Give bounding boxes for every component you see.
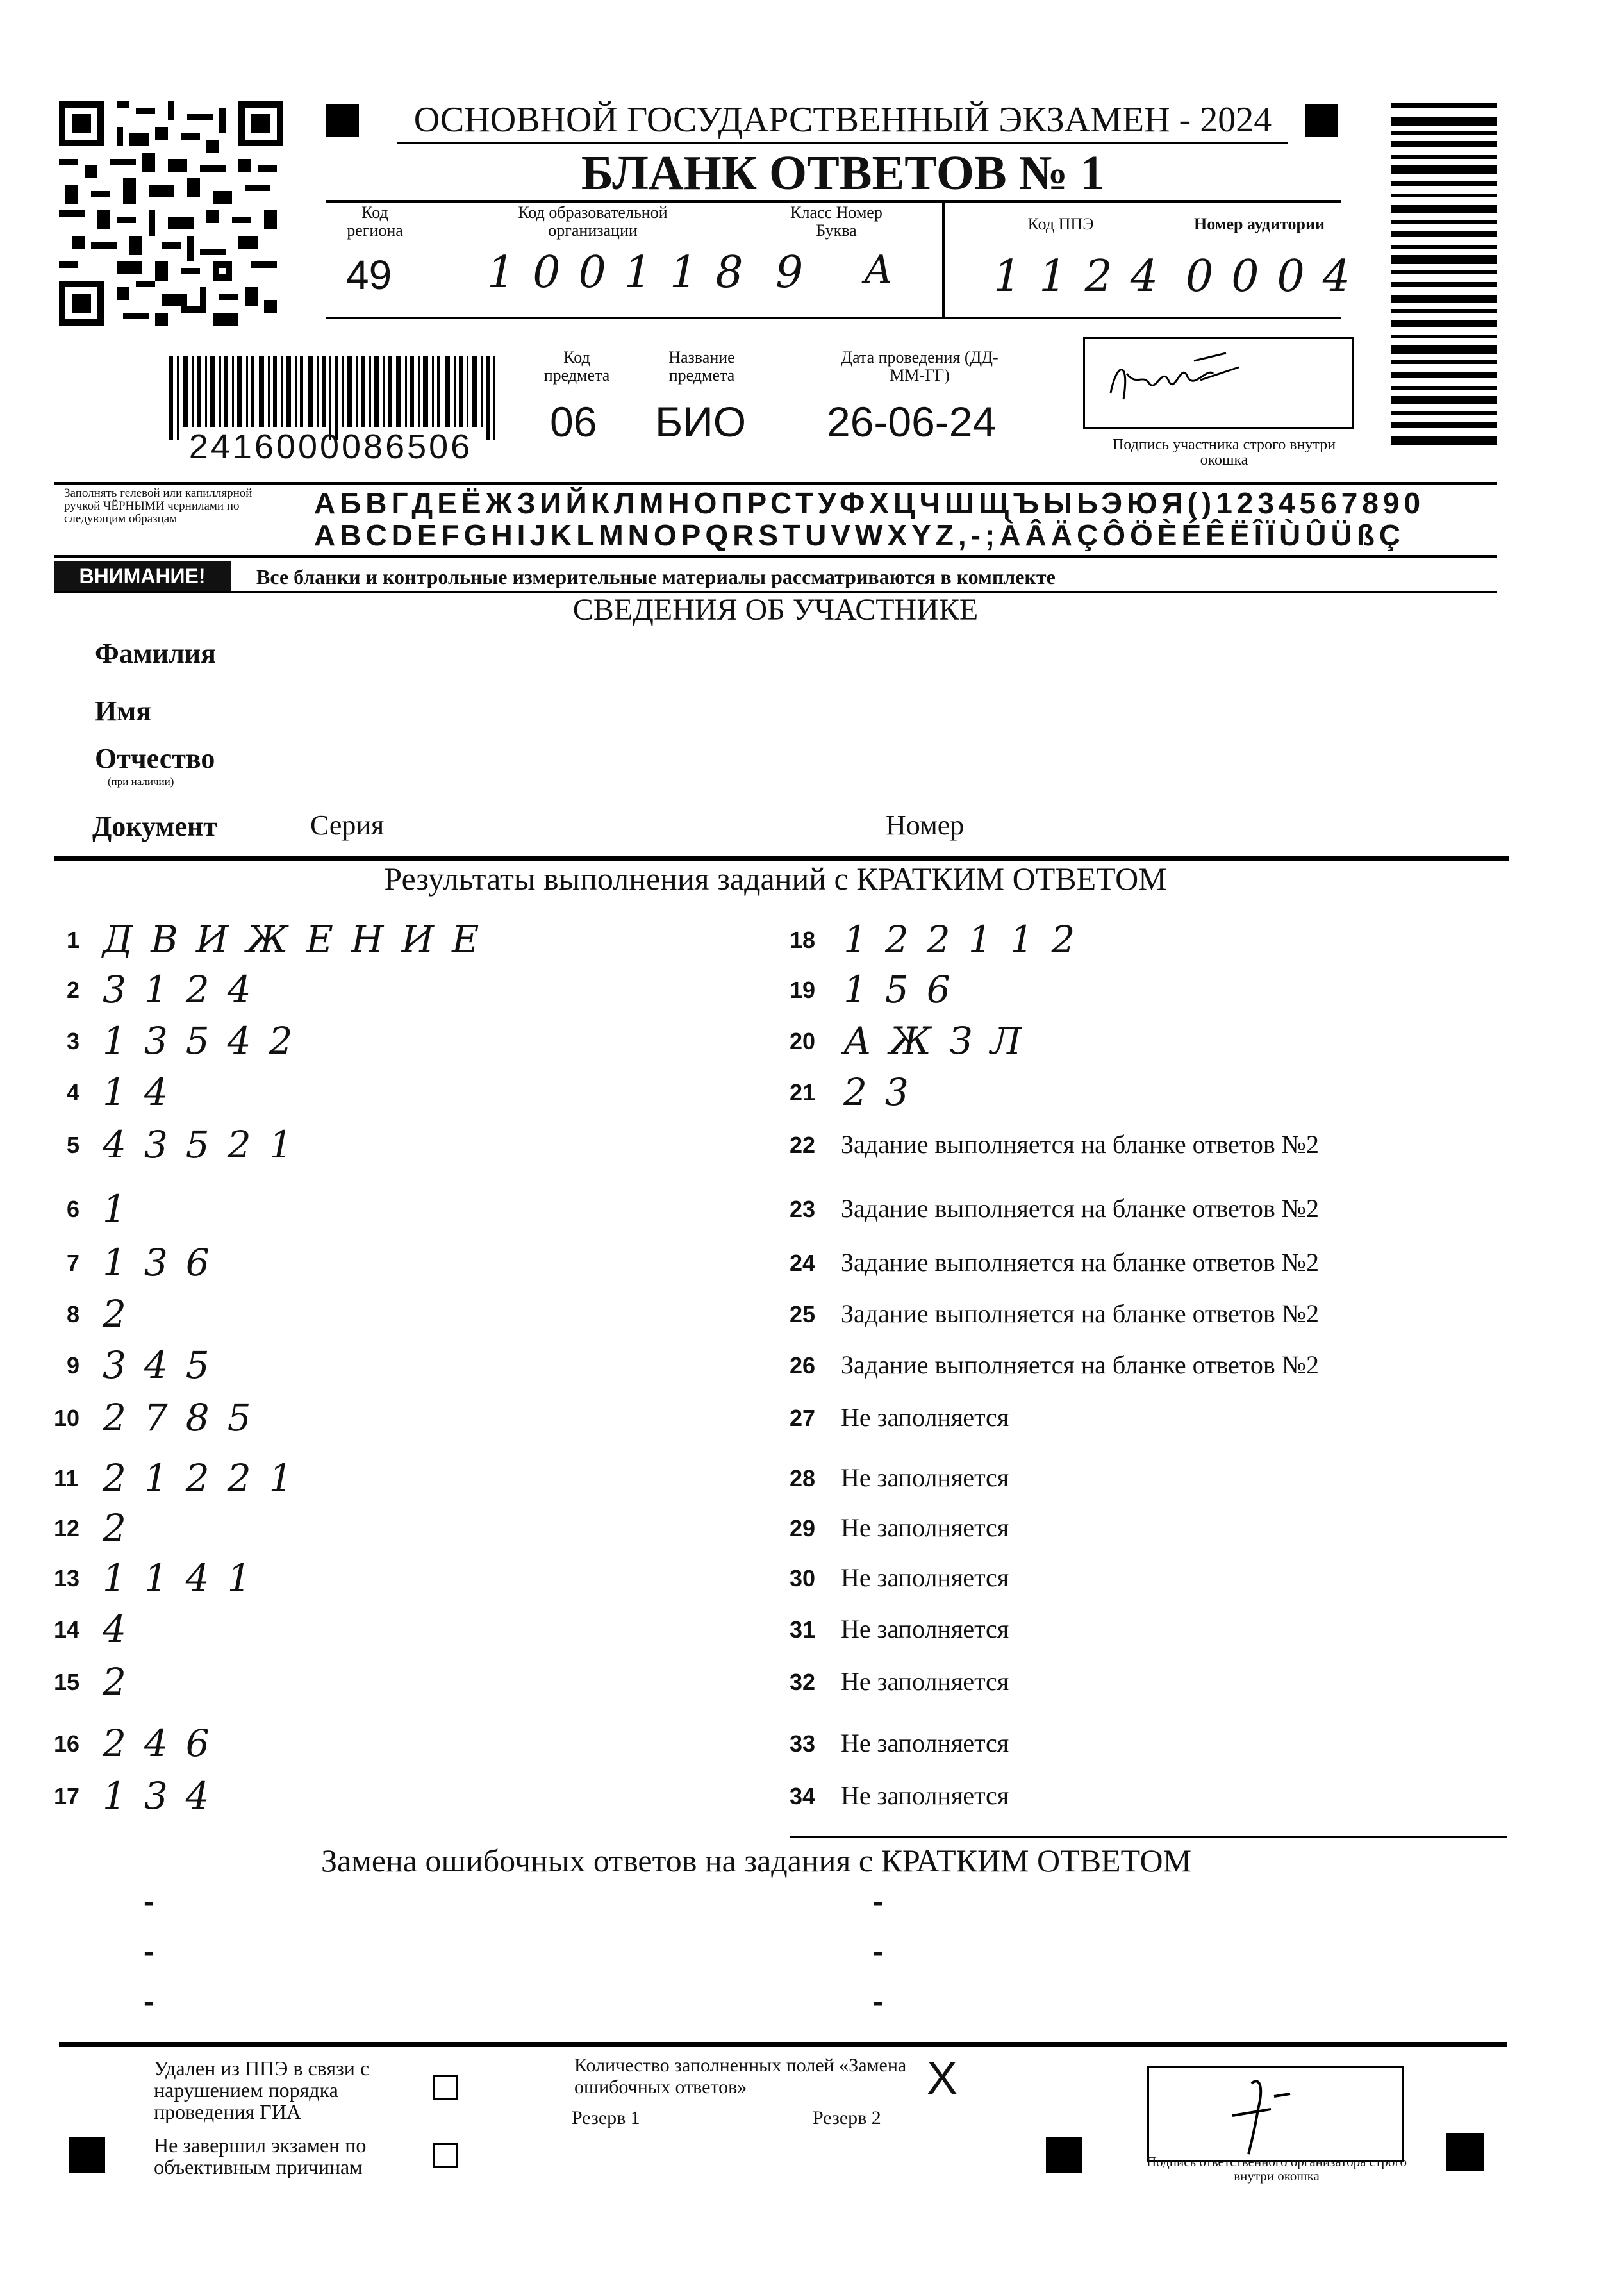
task-answer: Не заполняется	[841, 1563, 1009, 1592]
task-number: 7	[67, 1250, 80, 1276]
task-number: 20	[790, 1028, 816, 1054]
corner-marker-bottom-right	[1446, 2133, 1484, 2171]
task-answer: ДВИЖЕНИЕ	[103, 918, 497, 961]
region-value: 49	[346, 252, 392, 298]
task-answer: 156	[843, 968, 968, 1011]
participant-signature-box	[1083, 337, 1354, 429]
alphabet-bottom-line	[54, 555, 1497, 558]
task-answer: 134	[103, 1774, 228, 1818]
class-label: Класс Номер Буква	[790, 203, 882, 240]
not-finished-label: Не завершил экзамен по объективным причинам	[154, 2134, 367, 2178]
task-answer: 2	[103, 1660, 144, 1704]
alphabet-top-line	[54, 482, 1497, 485]
not-finished-checkbox[interactable]	[433, 2143, 458, 2168]
task-number: 6	[67, 1196, 80, 1222]
task-answer: 1141	[103, 1556, 269, 1600]
task-answer: 3124	[103, 968, 269, 1011]
field-divider	[942, 203, 945, 317]
replacement-count-label: Количество заполненных полей «Замена ошибочных ответов»	[574, 2055, 907, 2098]
attention-label: ВНИМАНИЕ!	[54, 561, 231, 591]
ppe-label: Код ППЭ	[1027, 215, 1094, 233]
task-answer: Не заполняется	[841, 1403, 1009, 1432]
room-value: 0004	[1186, 251, 1369, 302]
form-title: БЛАНК ОТВЕТОВ № 1	[581, 146, 1105, 200]
task-answer: Задание выполняется на бланке ответов №2	[841, 1194, 1319, 1223]
room-label: Номер аудитории	[1194, 215, 1325, 233]
task-number: 9	[67, 1352, 80, 1379]
task-number: 34	[790, 1783, 816, 1809]
task-number: 4	[67, 1079, 80, 1106]
task-number: 28	[790, 1465, 816, 1491]
subject-name-label: Название предмета	[668, 348, 735, 385]
subject-name-value: БИО	[655, 398, 747, 445]
task-answer: Задание выполняется на бланке ответов №2	[841, 1299, 1319, 1328]
corner-marker-top-right	[1305, 104, 1338, 137]
subject-code-label: Код предмета	[543, 348, 610, 385]
task-answer: Не заполняется	[841, 1729, 1009, 1757]
date-value: 26-06-24	[827, 398, 997, 445]
task-number: 15	[54, 1669, 80, 1695]
side-barcode-icon	[1391, 103, 1497, 449]
task-number: 1	[67, 927, 80, 953]
qr-code-icon	[59, 101, 283, 326]
replacement-dash-left-2: -	[144, 1935, 154, 1969]
task-answer: 13542	[103, 1019, 311, 1063]
ppe-value: 1124	[993, 251, 1177, 302]
participant-signature-caption: Подпись участника строго внутри окошка	[1112, 436, 1336, 468]
exam-title: ОСНОВНОЙ ГОСУДАРСТВЕННЫЙ ЭКЗАМЕН - 2024	[397, 97, 1288, 144]
date-label: Дата проведения (ДД-ММ-ГГ)	[841, 348, 998, 385]
class-number-value: 9	[775, 247, 822, 298]
task-number: 2	[67, 977, 80, 1003]
org-value: 100118	[487, 247, 761, 298]
task-number: 17	[54, 1783, 80, 1809]
region-label: Код региона	[347, 203, 403, 240]
organizer-signature-caption: Подпись ответственного организатора строго внутри окошка	[1146, 2154, 1407, 2184]
replacement-dash-right-1: -	[873, 1885, 883, 1919]
task-number: 8	[67, 1301, 80, 1327]
series-label: Серия	[310, 809, 385, 841]
alphabet-row-1: АБВГДЕЁЖЗИЙКЛМНОПРСТУФХЦЧШЩЪЫЬЭЮЯ()1234567890	[314, 487, 1425, 519]
task-answer: Не заполняется	[841, 1614, 1009, 1643]
task-answer: АЖЗЛ	[843, 1019, 1040, 1063]
task-answer: 14	[103, 1070, 186, 1114]
corner-marker-bottom-mid	[1046, 2137, 1082, 2173]
replacement-dash-right-3: -	[873, 1985, 883, 2019]
corner-marker-top-left	[326, 104, 359, 137]
task-answer: 2785	[103, 1396, 269, 1439]
surname-label: Фамилия	[95, 638, 216, 669]
task-number: 18	[790, 927, 816, 953]
results-bottom-line	[790, 1836, 1507, 1838]
removed-checkbox[interactable]	[433, 2075, 458, 2100]
removed-label: Удален из ППЭ в связи с нарушением порядка проведения ГИА	[154, 2057, 370, 2123]
class-letter-value: А	[864, 247, 911, 292]
alphabet-instruction: Заполнять гелевой или капиллярной ручкой ЧЁРНЫМИ чернилами по следующим образцам	[64, 486, 253, 526]
number-label: Номер	[886, 809, 965, 841]
task-answer: 1	[103, 1187, 144, 1231]
task-answer: Задание выполняется на бланке ответов №2	[841, 1350, 1319, 1379]
task-number: 29	[790, 1515, 816, 1541]
organizer-signature-box	[1147, 2066, 1404, 2162]
task-answer: 2	[103, 1506, 144, 1550]
task-number: 3	[67, 1028, 80, 1054]
task-number: 26	[790, 1352, 816, 1379]
task-answer: Не заполняется	[841, 1513, 1009, 1542]
task-answer: 4	[103, 1607, 144, 1651]
patronymic-note: (при наличии)	[108, 775, 174, 788]
replacement-section-title: Замена ошибочных ответов на задания с КРАТКИМ ОТВЕТОМ	[320, 1843, 1192, 1878]
task-number: 16	[54, 1730, 80, 1757]
replacement-dash-left-1: -	[144, 1885, 154, 1919]
task-number: 31	[790, 1616, 816, 1643]
task-number: 14	[54, 1616, 80, 1643]
task-number: 24	[790, 1250, 816, 1276]
task-number: 11	[54, 1465, 79, 1491]
task-answer: 136	[103, 1241, 228, 1284]
task-answer: Задание выполняется на бланке ответов №2	[841, 1248, 1319, 1277]
patronymic-label: Отчество	[95, 743, 215, 774]
org-label: Код образовательной организации	[518, 203, 668, 240]
subject-code-value: 06	[550, 398, 597, 445]
replacement-dash-right-2: -	[873, 1935, 883, 1969]
task-answer: Не заполняется	[841, 1781, 1009, 1810]
task-number: 19	[790, 977, 816, 1003]
task-answer: Не заполняется	[841, 1667, 1009, 1696]
task-number: 10	[54, 1405, 80, 1431]
task-number: 21	[790, 1079, 816, 1106]
field-grid-bottom-line	[326, 317, 1341, 319]
organizer-signature-icon	[1213, 2071, 1303, 2160]
task-number: 27	[790, 1405, 816, 1431]
task-number: 30	[790, 1565, 816, 1591]
task-number: 13	[54, 1565, 80, 1591]
task-answer: 21221	[103, 1456, 311, 1500]
name-label: Имя	[95, 695, 151, 727]
task-number: 22	[790, 1132, 816, 1158]
footer-top-line	[59, 2042, 1507, 2047]
task-answer: 246	[103, 1721, 228, 1765]
attention-text: Все бланки и контрольные измерительные материалы рассматриваются в комплекте	[256, 565, 1056, 588]
barcode-number: 2416000086506	[188, 427, 473, 466]
replacement-count-mark: X	[927, 2053, 958, 2104]
task-answer: 122112	[843, 918, 1093, 961]
reserve-1: Резерв 1	[572, 2107, 640, 2128]
task-number: 32	[790, 1669, 816, 1695]
participant-signature-icon	[1098, 348, 1252, 419]
task-answer: 43521	[103, 1123, 311, 1166]
task-number: 12	[54, 1515, 80, 1541]
task-number: 33	[790, 1730, 816, 1757]
task-answer: 23	[843, 1070, 927, 1114]
reserve-2: Резерв 2	[813, 2107, 881, 2128]
task-answer: Задание выполняется на бланке ответов №2	[841, 1130, 1319, 1159]
alphabet-row-2: ABCDEFGHIJKLMNOPQRSTUVWXYZ,-;ÀÂÄÇÔÖÈÉÊËÎÏÙÛÜßÇ	[314, 519, 1405, 551]
task-number: 5	[67, 1132, 80, 1158]
field-grid-top-line	[326, 200, 1341, 203]
document-label: Документ	[92, 811, 217, 842]
task-answer: 345	[103, 1343, 228, 1387]
task-answer: Не заполняется	[841, 1463, 1009, 1492]
corner-marker-bottom-left	[69, 2137, 105, 2173]
task-number: 25	[790, 1301, 816, 1327]
replacement-dash-left-3: -	[144, 1985, 154, 2019]
task-answer: 2	[103, 1292, 144, 1336]
results-section-title: Результаты выполнения заданий с КРАТКИМ ОТВЕТОМ	[384, 861, 1167, 897]
task-number: 23	[790, 1196, 816, 1222]
participant-section-title: СВЕДЕНИЯ ОБ УЧАСТНИКЕ	[572, 593, 979, 627]
